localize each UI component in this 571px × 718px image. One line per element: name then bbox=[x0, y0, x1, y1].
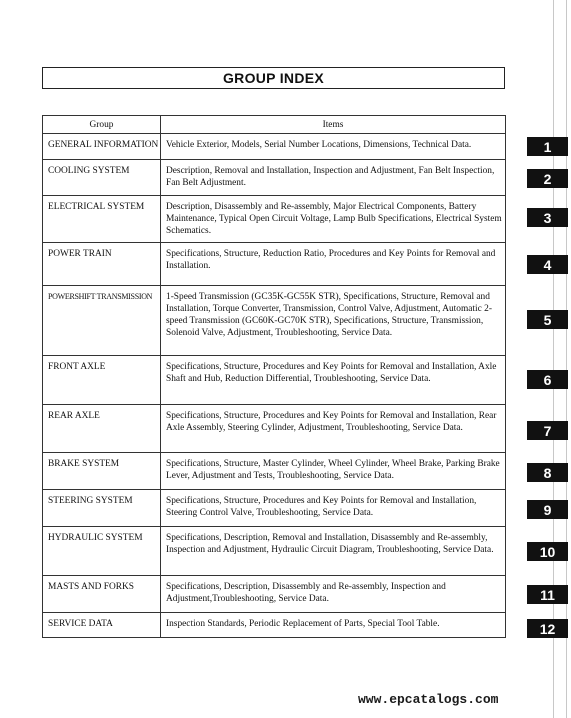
table-row bbox=[43, 160, 506, 196]
group-name: POWERSHIFT TRANSMISSION bbox=[43, 286, 161, 356]
section-tab-5[interactable]: 5 bbox=[527, 310, 568, 329]
group-name: COOLING SYSTEM bbox=[43, 160, 161, 196]
section-tab-12[interactable]: 12 bbox=[527, 619, 568, 638]
section-tab-1[interactable]: 1 bbox=[527, 137, 568, 156]
table-row bbox=[43, 243, 506, 286]
table-row bbox=[43, 576, 506, 613]
section-tab-4[interactable]: 4 bbox=[527, 255, 568, 274]
group-items: Specifications, Description, Disassembly and Re-assembly, Inspection and Adjustment,Troubleshooting, Service Data. bbox=[161, 576, 506, 613]
page-edge-line bbox=[553, 0, 554, 718]
group-items: Description, Disassembly and Re-assembly, Major Electrical Components, Battery Maintenance, Typical Open Circuit Voltage, Lamp Bulb Specifications, Electrical System Schematics. bbox=[161, 196, 506, 243]
group-items: Vehicle Exterior, Models, Serial Number Locations, Dimensions, Technical Data. bbox=[161, 134, 506, 160]
table-row bbox=[43, 356, 506, 405]
group-items: Specifications, Structure, Reduction Ratio, Procedures and Key Points for Removal and Installation. bbox=[161, 243, 506, 286]
group-items: Specifications, Description, Removal and Installation, Disassembly and Re-assembly, Inspection and Adjustment, Hydraulic Circuit Diagram, Troubleshooting, Service Data. bbox=[161, 527, 506, 576]
table-row bbox=[43, 490, 506, 527]
group-name: ELECTRICAL SYSTEM bbox=[43, 196, 161, 243]
group-items: Specifications, Structure, Procedures and Key Points for Removal and Installation, Axle Shaft and Hub, Reduction Differential, Troubleshooting, Service Data. bbox=[161, 356, 506, 405]
table-header-row bbox=[43, 116, 506, 134]
table-row bbox=[43, 613, 506, 638]
table-row bbox=[43, 405, 506, 453]
group-name: REAR AXLE bbox=[43, 405, 161, 453]
group-name: GENERAL INFORMATION bbox=[43, 134, 161, 160]
section-tab-7[interactable]: 7 bbox=[527, 421, 568, 440]
section-tab-9[interactable]: 9 bbox=[527, 500, 568, 519]
section-tab-8[interactable]: 8 bbox=[527, 463, 568, 482]
section-tab-2[interactable]: 2 bbox=[527, 169, 568, 188]
group-name: BRAKE SYSTEM bbox=[43, 453, 161, 490]
group-index-table bbox=[42, 115, 506, 638]
group-name: STEERING SYSTEM bbox=[43, 490, 161, 527]
page-title: GROUP INDEX bbox=[42, 67, 505, 89]
group-items: Specifications, Structure, Procedures and Key Points for Removal and Installation, Rear Axle Assembly, Steering Cylinder, Adjustment, Troubleshooting, Service Data. bbox=[161, 405, 506, 453]
watermark-url: www.epcatalogs.com bbox=[358, 692, 499, 707]
table-row bbox=[43, 527, 506, 576]
section-tab-6[interactable]: 6 bbox=[527, 370, 568, 389]
group-name: HYDRAULIC SYSTEM bbox=[43, 527, 161, 576]
group-items: Specifications, Structure, Procedures and Key Points for Removal and Installation, Steering Control Valve, Troubleshooting, Service Data. bbox=[161, 490, 506, 527]
group-name: MASTS AND FORKS bbox=[43, 576, 161, 613]
table-row bbox=[43, 134, 506, 160]
table-row bbox=[43, 196, 506, 243]
section-tab-3[interactable]: 3 bbox=[527, 208, 568, 227]
group-name: FRONT AXLE bbox=[43, 356, 161, 405]
table-row bbox=[43, 453, 506, 490]
group-name: SERVICE DATA bbox=[43, 613, 161, 638]
group-name: POWER TRAIN bbox=[43, 243, 161, 286]
page-edge-line bbox=[566, 0, 567, 718]
group-items: Inspection Standards, Periodic Replacement of Parts, Special Tool Table. bbox=[161, 613, 506, 638]
header-items: Items bbox=[161, 116, 506, 134]
table-row bbox=[43, 286, 506, 356]
group-items: 1-Speed Transmission (GC35K-GC55K STR), Specifications, Structure, Removal and Installation, Torque Converter, Transmission, Control Valve, Adjustment, Automatic 2-speed Transmission (GC60K-GC70K STR), Specifications, Structure, Transmission, Solenoid Valve, Adjustment, Troubleshooting, Service Data. bbox=[161, 286, 506, 356]
section-tab-11[interactable]: 11 bbox=[527, 585, 568, 604]
section-tab-10[interactable]: 10 bbox=[527, 542, 568, 561]
header-group: Group bbox=[43, 116, 161, 134]
group-items: Specifications, Structure, Master Cylinder, Wheel Cylinder, Wheel Brake, Parking Brake Lever, Adjustment and Tests, Troubleshooting, Service Data. bbox=[161, 453, 506, 490]
group-items: Description, Removal and Installation, Inspection and Adjustment, Fan Belt Inspection, Fan Belt Adjustment. bbox=[161, 160, 506, 196]
